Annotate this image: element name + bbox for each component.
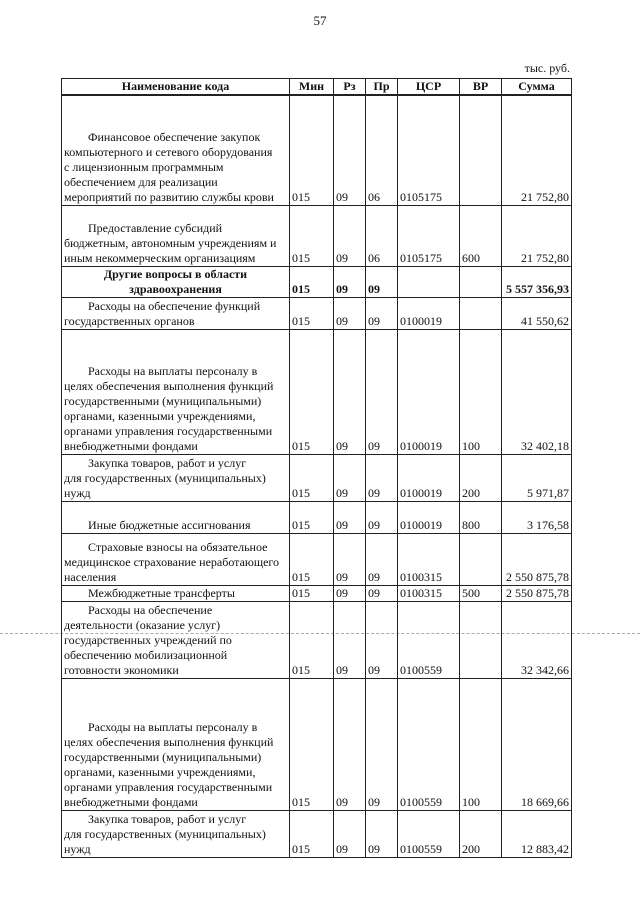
table-row: [62, 585, 572, 601]
row-sum: 41 550,62: [502, 297, 572, 329]
header-rz: Рз: [334, 79, 366, 96]
row-csr: 0100019: [398, 501, 460, 533]
row-csr: 0100019: [398, 454, 460, 501]
row-sum: 12 883,42: [502, 810, 572, 857]
row-rz: 09: [334, 601, 366, 678]
row-name: Расходы на обеспечение функций государственных органов: [62, 297, 290, 329]
row-vr: [460, 95, 502, 205]
row-sum: 32 342,66: [502, 601, 572, 678]
row-name: Закупка товаров, работ и услуг для государственных (муниципальных) нужд: [62, 810, 290, 857]
row-min: 015: [290, 585, 334, 601]
row-min: 015: [290, 95, 334, 205]
table-row: [62, 810, 572, 857]
row-rz: 09: [334, 810, 366, 857]
row-vr: [460, 601, 502, 678]
row-rz: 09: [334, 205, 366, 266]
row-pr: 09: [366, 678, 398, 810]
row-pr: 09: [366, 601, 398, 678]
units-label: тыс. руб.: [524, 61, 570, 75]
table-row: [62, 501, 572, 533]
row-csr: 0100559: [398, 678, 460, 810]
header-vr: ВР: [460, 79, 502, 96]
row-name: Межбюджетные трансферты: [62, 585, 290, 601]
row-vr: [460, 297, 502, 329]
row-min: 015: [290, 678, 334, 810]
row-vr: 200: [460, 454, 502, 501]
row-rz: 09: [334, 266, 366, 297]
row-pr: 09: [366, 454, 398, 501]
row-csr: 0100315: [398, 533, 460, 585]
row-rz: 09: [334, 533, 366, 585]
row-pr: 09: [366, 585, 398, 601]
row-min: 015: [290, 329, 334, 454]
row-csr: 0100559: [398, 601, 460, 678]
row-rz: 09: [334, 585, 366, 601]
row-csr: 0100559: [398, 810, 460, 857]
row-min: 015: [290, 297, 334, 329]
row-rz: 09: [334, 501, 366, 533]
row-name: Закупка товаров, работ и услуг для государственных (муниципальных) нужд: [62, 454, 290, 501]
row-sum: 18 669,66: [502, 678, 572, 810]
header-csr: ЦСР: [398, 79, 460, 96]
row-min: 015: [290, 205, 334, 266]
row-vr: 500: [460, 585, 502, 601]
header-min: Мин: [290, 79, 334, 96]
table-row: [62, 205, 572, 266]
page-number: 57: [313, 13, 327, 28]
table-row: [62, 533, 572, 585]
row-rz: 09: [334, 95, 366, 205]
row-pr: 06: [366, 205, 398, 266]
row-min: 015: [290, 601, 334, 678]
row-min: 015: [290, 266, 334, 297]
row-vr: [460, 533, 502, 585]
row-sum: 32 402,18: [502, 329, 572, 454]
row-pr: 06: [366, 95, 398, 205]
table-row: [62, 678, 572, 810]
row-csr: 0105175: [398, 205, 460, 266]
row-sum: 2 550 875,78: [502, 533, 572, 585]
row-pr: 09: [366, 810, 398, 857]
table-row: [62, 601, 572, 678]
row-name: Расходы на обеспечение деятельности (оказание услуг) государственных учреждений по обеспечению мобилизационной готовности экономики: [62, 601, 290, 678]
header-sum: Сумма: [502, 79, 572, 96]
row-name: Страховые взносы на обязательное медицинское страхование неработающего населения: [62, 533, 290, 585]
row-name: Финансовое обеспечение закупок компьютерного и сетевого оборудования с лицензионным программным обеспечением для реализации мероприятий по развитию службы крови: [62, 95, 290, 205]
row-sum: 21 752,80: [502, 205, 572, 266]
row-name: Расходы на выплаты персоналу в целях обеспечения выполнения функций государственными (муниципальными) органами, казенными учреждениями, органами управления государственными внебюджетными фондами: [62, 678, 290, 810]
row-sum: 21 752,80: [502, 95, 572, 205]
table-row: [62, 454, 572, 501]
row-sum: 2 550 875,78: [502, 585, 572, 601]
row-pr: 09: [366, 329, 398, 454]
row-min: 015: [290, 810, 334, 857]
row-rz: 09: [334, 678, 366, 810]
row-csr: 0100019: [398, 329, 460, 454]
row-min: 015: [290, 501, 334, 533]
row-name: Иные бюджетные ассигнования: [62, 501, 290, 533]
row-vr: 100: [460, 329, 502, 454]
table-row: [62, 266, 572, 297]
row-csr: 0100019: [398, 297, 460, 329]
row-min: 015: [290, 454, 334, 501]
row-rz: 09: [334, 454, 366, 501]
row-pr: 09: [366, 266, 398, 297]
row-name: Предоставление субсидий бюджетным, автономным учреждениям и иным некоммерческим организациям: [62, 205, 290, 266]
table-header-row: [62, 79, 572, 96]
row-sum: 5 971,87: [502, 454, 572, 501]
row-sum: 5 557 356,93: [502, 266, 572, 297]
row-csr: 0100315: [398, 585, 460, 601]
row-sum: 3 176,58: [502, 501, 572, 533]
table-row: [62, 329, 572, 454]
row-min: 015: [290, 533, 334, 585]
row-name: Другие вопросы в области здравоохранения: [62, 266, 290, 297]
row-pr: 09: [366, 533, 398, 585]
row-rz: 09: [334, 297, 366, 329]
row-vr: [460, 266, 502, 297]
row-vr: 100: [460, 678, 502, 810]
table-body: [62, 95, 572, 857]
header-name: Наименование кода: [62, 79, 290, 96]
row-vr: 200: [460, 810, 502, 857]
budget-table: [61, 78, 572, 858]
row-vr: 600: [460, 205, 502, 266]
row-csr: [398, 266, 460, 297]
table-row: [62, 95, 572, 205]
table-row: [62, 297, 572, 329]
header-pr: Пр: [366, 79, 398, 96]
row-csr: 0105175: [398, 95, 460, 205]
row-vr: 800: [460, 501, 502, 533]
row-pr: 09: [366, 501, 398, 533]
row-rz: 09: [334, 329, 366, 454]
row-pr: 09: [366, 297, 398, 329]
row-name: Расходы на выплаты персоналу в целях обеспечения выполнения функций государственными (муниципальными) органами, казенными учреждениями, органами управления государственными внебюджетными фондами: [62, 329, 290, 454]
